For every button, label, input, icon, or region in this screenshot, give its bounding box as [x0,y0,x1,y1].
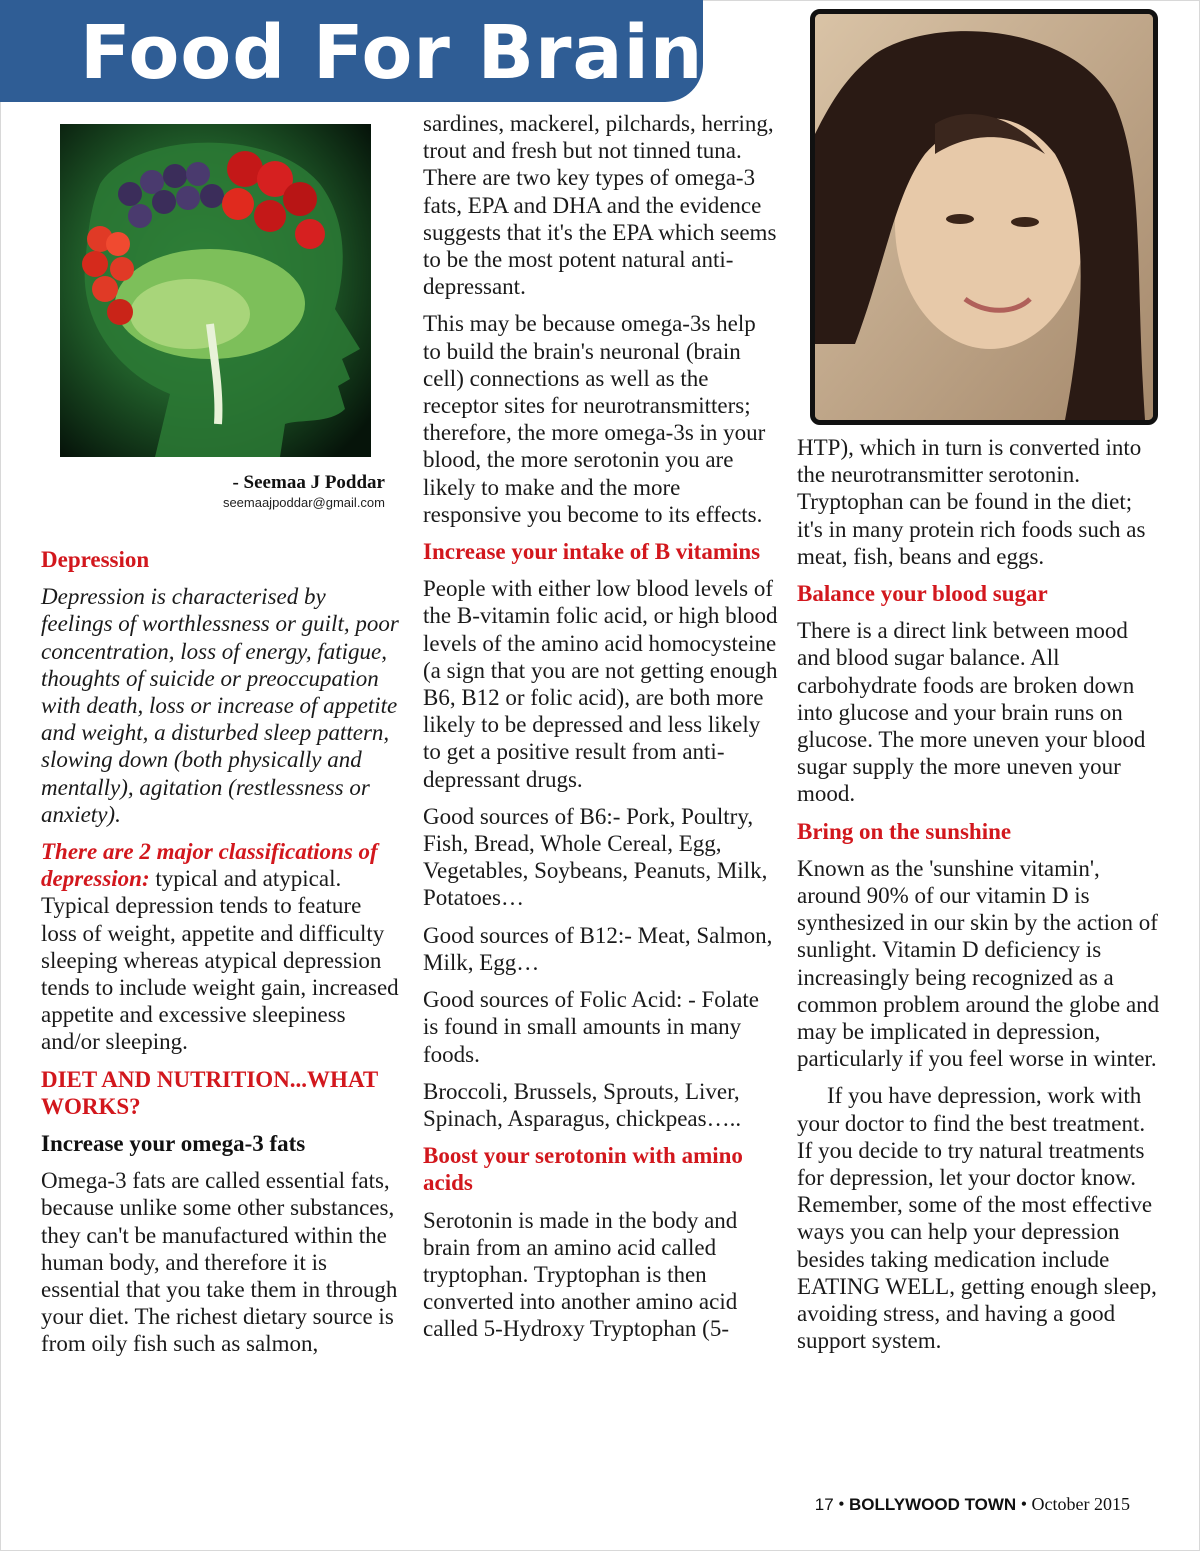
title-banner [0,0,703,102]
footer-separator: • [1020,1494,1032,1514]
issue-date: October 2015 [1031,1494,1130,1514]
brain-food-illustration-svg [60,124,371,457]
author-email: seemaajpoddar@gmail.com [222,495,385,510]
omega-heading: Increase your omega-3 fats [41,1131,306,1157]
sunshine-heading: Bring on the sunshine [797,818,1012,844]
column-2 [423,110,779,1353]
omega-paragraph: Omega-3 fats are called essential fats, because unlike some other substances, they can't be manufactured within the human body, and therefore it is essential that you take them in through your diet. The richest dietary source is from oily fish such as salmon, [41,1168,398,1357]
sunshine-paragraph: Known as the 'sunshine vitamin', around 90% of our vitamin D is synthesized in our skin by the action of sunlight. Vitamin D deficiency is increasingly being recognized as a common problem around the globe and may be implicated in depression, particularly if you feel worse in winter. [797,855,1160,1072]
b12-sources: Good sources of B12:- Meat, Salmon, Milk, Egg… [423,922,773,975]
depression-paragraph: Depression is characterised by feelings of worthlessness or guilt, poor concentration, loss of energy, fatigue, thoughts of suicide or preoccupation with death, loss or increase of appetite and weight, a disturbed sleep pattern, slowing down (both physically and mentally), agitation (restlessness or anxiety). [41,584,399,827]
closing-paragraph: If you have depression, work with your doctor to find the best treatment. If you decide to try natural treatments for depression, let your doctor know. Remember, some of the most effective ways you can help your depression besides taking medication include EATING WELL, getting enough sleep, avoiding stress, and having a good support system. [797,1083,1157,1354]
blood-sugar-heading: Balance your blood sugar [797,581,1048,607]
classifications-lead: There are 2 major classifications of depression: [41,839,378,892]
classifications-paragraph [41,838,401,1056]
serotonin-paragraph: Serotonin is made in the body and brain from an amino acid called tryptophan. Tryptophan is then converted into another amino acid called 5-Hydroxy Tryptophan (5- [423,1207,738,1342]
omega-continued-paragraph: sardines, mackerel, pilchards, herring, trout and fresh but not tinned tuna. There are two key types of omega-3 fats, EPA and DHA and the evidence suggests that it's the EPA which seems to be the most potent natural anti-depressant. [423,111,777,300]
serotonin-continued-paragraph: HTP), which in turn is converted into the neurotransmitter serotonin. Tryptophan can be found in the diet; it's in many protein rich foods such as meat, fish, beans and eggs. [797,435,1146,569]
folic-acid-sources: Good sources of Folic Acid: - Folate is found in small amounts in many foods. [423,987,760,1067]
classifications-text: typical and atypical. Typical depression tends to feature loss of weight, appetite and difficulty sleeping whereas atypical depression tends to include weight gain, increased appetite and excessive sleepiness and/or sleeping. [41,866,399,1055]
magazine-name: BOLLYWOOD TOWN [849,1495,1017,1514]
author-portrait [810,9,1158,425]
b-vitamins-paragraph: People with either low blood levels of the B-vitamin folic acid, or high blood levels of the amino acid homocysteine (a sign that you are not getting enough B6, B12 or folic acid), are both more likely to be depressed and less likely to get a positive result from anti-depressant drugs. [423,576,778,792]
page-title: Food For Brain [80,10,704,96]
column-3 [797,434,1162,1365]
portrait-photo [815,14,1153,420]
page-number: 17 [814,1495,834,1514]
footer-separator: • [838,1494,850,1514]
brain-food-illustration [60,124,371,457]
depression-heading: Depression [41,547,150,572]
author-name: - Seemaa J Poddar [232,472,385,493]
blood-sugar-paragraph: There is a direct link between mood and blood sugar balance. All carbohydrate foods are broken down into glucose and your brain runs on glucose. The more uneven your blood sugar supply the more uneven your mood. [797,618,1146,807]
omega-second-paragraph: This may be because omega-3s help to build the brain's neuronal (brain cell) connections as well as the receptor sites for neurotransmitters; therefore, the more omega-3s in your blood, the more serotonin you are likely to make and the more responsive you become to its effects. [423,311,766,527]
b6-sources: Good sources of B6:- Pork, Poultry, Fish, Bread, Whole Cereal, Egg, Vegetables, Soybeans, Peanuts, Milk, Potatoes… [423,803,768,911]
page-footer [815,1494,1130,1515]
serotonin-heading: Boost your serotonin with amino acids [423,1143,743,1196]
b-vitamins-heading: Increase your intake of B vitamins [423,539,761,565]
diet-heading: DIET AND NUTRITION...WHAT WORKS? [41,1066,378,1119]
byline [60,472,385,510]
vegetable-sources: Broccoli, Brussels, Sprouts, Liver, Spinach, Asparagus, chickpeas….. [423,1078,742,1131]
column-1 [41,546,401,1368]
